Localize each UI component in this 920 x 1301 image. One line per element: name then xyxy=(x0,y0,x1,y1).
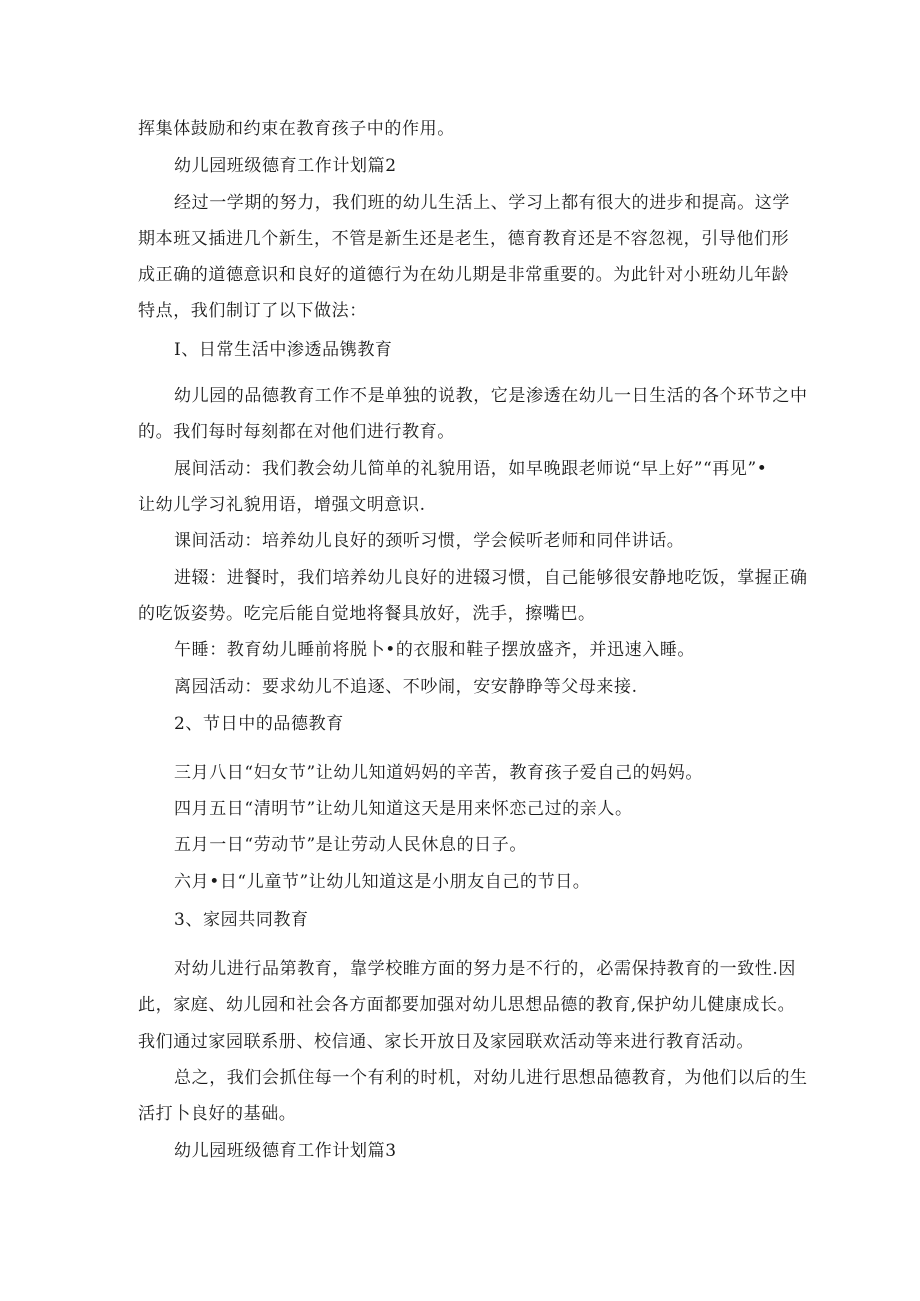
paragraph-line: 的吃饭姿势。吃完后能自觉地将餐具放好，洗手，擦嘴巴。 xyxy=(138,604,596,624)
paragraph-line: 课间活动：培养幼儿良好的颈听习惯，学会候听老师和同伴讲话。 xyxy=(174,531,685,551)
paragraph-line: 对幼儿进行品第教育，靠学校睢方面的努力是不行的，必需保持教育的一致性.因 xyxy=(174,959,797,979)
paragraph-line: 经过一学期的努力，我们班的幼儿生活上、学习上都有很大的进步和提高。这学 xyxy=(174,193,790,213)
section-heading: 幼儿园班级德育工作计划篇3 xyxy=(174,1141,397,1161)
paragraph-line: 的。我们每时每刻都在对他们进行教育。 xyxy=(138,422,455,442)
paragraph-line: 期本班又插进几个新生，不管是新生还是老生，德育教育还是不容忽视，引导他们形 xyxy=(138,229,790,249)
paragraph-line: 幼儿园的品德教育工作不是单独的说教，它是渗透在幼儿一日生活的各个环节之中 xyxy=(174,386,808,406)
paragraph-line: 特点，我们制订了以下做法： xyxy=(138,301,367,321)
paragraph-line: 展间活动：我们教会幼儿简单的礼貌用语，如早晚跟老师说“早上好”“再见”• xyxy=(174,459,768,479)
subsection-heading: 3、家园共同教育 xyxy=(174,910,309,930)
paragraph-line: 六月•日“儿童节”让幼儿知道这是小朋友自己的节日。 xyxy=(174,872,591,892)
paragraph-line: 午睡：教育幼儿睡前将脱卜•的衣服和鞋子摆放盛齐，并迅速入睡。 xyxy=(174,640,696,660)
paragraph-line: 我们通过家园联系册、校信通、家长开放日及家园联欢活动等来进行教育活动。 xyxy=(138,1032,754,1052)
paragraph-line: 五月一日“劳动节”是让劳动人民休息的日子。 xyxy=(174,835,527,855)
paragraph-line: 总之，我们会抓住每一个有利的时机，对幼儿进行思想品德教育，为他们以后的生 xyxy=(174,1068,808,1088)
paragraph-line: 活打卜良好的基础。 xyxy=(138,1104,297,1124)
paragraph-line: 让幼儿学习礼貌用语，增强文明意识. xyxy=(138,495,426,515)
paragraph-line: 挥集体鼓励和约束在教育孩子中的作用。 xyxy=(138,119,455,139)
paragraph-line: 离园活动：要求幼儿不追逐、不吵闹，安安静睁等父母来接. xyxy=(174,677,638,697)
paragraph-line: 四月五日“清明节”让幼儿知道这天是用来怀恋己过的亲人。 xyxy=(174,799,633,819)
subsection-heading: I、日常生活中渗透品镌教育 xyxy=(174,340,393,360)
section-heading: 幼儿园班级德育工作计划篇2 xyxy=(174,156,397,176)
paragraph-line: 三月八日“妇女节”让幼儿知道妈妈的辛苦，教育孩子爱自己的妈妈。 xyxy=(174,763,703,783)
paragraph-line: 成正确的道德意识和良好的道德行为在幼儿期是非常重要的。为此针对小班幼儿年龄 xyxy=(138,265,790,285)
paragraph-line: 此，家庭、幼儿园和社会各方面都要加强对幼儿思想品德的教育,保护幼儿健康成长。 xyxy=(138,995,796,1015)
subsection-heading: 2、节日中的品德教育 xyxy=(174,714,344,734)
paragraph-line: 进辍：进餐时，我们培养幼儿良好的进辍习惯，自己能够很安静地吃饭，掌握正确 xyxy=(174,568,808,588)
